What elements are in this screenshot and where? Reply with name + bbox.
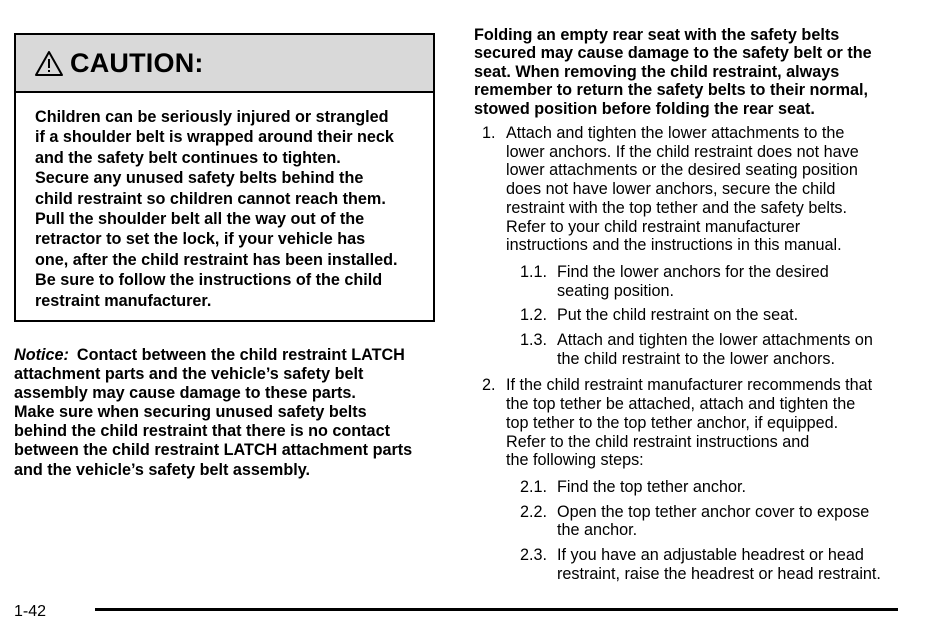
notice-block [14, 346, 444, 480]
page-number: 1-42 [14, 603, 47, 620]
step-line: Refer to the child restraint instructions and [506, 432, 810, 451]
substep-line: If you have an adjustable headrest or head [557, 546, 864, 565]
caution-line: Secure any unused safety belts behind the [35, 169, 364, 188]
step-line: If the child restraint manufacturer recommends that [506, 376, 873, 395]
caution-line: Be sure to follow the instructions of the child [35, 271, 383, 290]
substep-line: the child restraint to the lower anchors. [557, 349, 836, 368]
notice-first-line: Contact between the child restraint LATCH [76, 346, 405, 364]
step-line: does not have lower anchors, secure the child [506, 180, 836, 199]
caution-box [14, 33, 435, 322]
caution-header [16, 35, 433, 93]
footer-rule [95, 608, 898, 611]
substep-2-1 [474, 478, 914, 497]
step-line: the top tether be attached, attach and tighten the [506, 395, 856, 414]
substep-number: 2.3. [520, 546, 548, 565]
substep-line: the anchor. [557, 521, 638, 540]
intro-line: stowed position before folding the rear seat. [474, 99, 815, 118]
step-2 [474, 376, 914, 470]
caution-title: CAUTION: [70, 47, 204, 78]
substep-1-2 [474, 306, 914, 325]
step-line: instructions and the instructions in this manual. [506, 236, 842, 255]
step-line: Attach and tighten the lower attachments to the [506, 124, 845, 143]
notice-line: assembly may cause damage to these parts. [14, 384, 356, 403]
step-number: 2. [482, 376, 496, 395]
substep-number: 2.1. [520, 477, 548, 496]
caution-text [16, 93, 433, 311]
folding-warning [474, 26, 914, 118]
warning-triangle-icon [34, 50, 64, 77]
step-line: Refer to your child restraint manufacturer [506, 217, 801, 236]
step-number: 1. [482, 124, 496, 143]
substep-line: Put the child restraint on the seat. [557, 306, 799, 325]
notice-line: and the vehicle’s safety belt assembly. [14, 460, 310, 479]
step-line: top tether to the top tether anchor, if equipped. [506, 413, 839, 432]
substep-2-2 [474, 503, 914, 540]
notice-line: Make sure when securing unused safety belts [14, 403, 367, 422]
instructions-column [474, 26, 914, 584]
step-1 [474, 124, 914, 255]
notice-line: behind the child restraint that there is no contact [14, 422, 390, 441]
intro-line: Folding an empty rear seat with the safety belts [474, 26, 840, 44]
intro-line: seat. When removing the child restraint, always [474, 62, 840, 81]
caution-line: Children can be seriously injured or strangled [35, 108, 389, 126]
substep-line: Attach and tighten the lower attachments on [557, 331, 873, 350]
substep-line: seating position. [557, 281, 674, 300]
substep-number: 1.2. [520, 306, 548, 325]
notice-line [14, 346, 444, 365]
intro-line: remember to return the safety belts to their normal, [474, 81, 868, 100]
step-line: restraint with the top tether and the safety belts. [506, 198, 848, 217]
step-line: the following steps: [506, 451, 644, 470]
substep-line: Find the top tether anchor. [557, 477, 746, 496]
caution-line: restraint manufacturer. [35, 291, 212, 310]
notice-label: Notice: [14, 346, 69, 364]
caution-line: one, after the child restraint has been installed. [35, 250, 398, 269]
substep-2-3 [474, 546, 914, 583]
caution-line: child restraint so children cannot reach them. [35, 189, 386, 208]
notice-line: between the child restraint LATCH attachment parts [14, 441, 413, 460]
step-line: lower attachments or the desired seating position [506, 161, 858, 180]
caution-line: if a shoulder belt is wrapped around their neck [35, 128, 394, 147]
substep-line: Open the top tether anchor cover to expose [557, 502, 870, 521]
step-line: lower anchors. If the child restraint does not have [506, 142, 859, 161]
substep-1-3 [474, 331, 914, 368]
caution-line: and the safety belt continues to tighten. [35, 148, 341, 167]
intro-line: secured may cause damage to the safety belt or the [474, 44, 872, 63]
substep-1-1 [474, 263, 914, 300]
substep-number: 2.2. [520, 502, 548, 521]
caution-line: retractor to set the lock, if your vehicle has [35, 230, 366, 249]
notice-line: attachment parts and the vehicle’s safety belt [14, 365, 364, 384]
substep-line: restraint, raise the headrest or head restraint. [557, 564, 881, 583]
caution-line: Pull the shoulder belt all the way out of the [35, 210, 365, 229]
substep-number: 1.1. [520, 262, 548, 281]
substep-number: 1.3. [520, 331, 548, 350]
substep-line: Find the lower anchors for the desired [557, 262, 829, 281]
